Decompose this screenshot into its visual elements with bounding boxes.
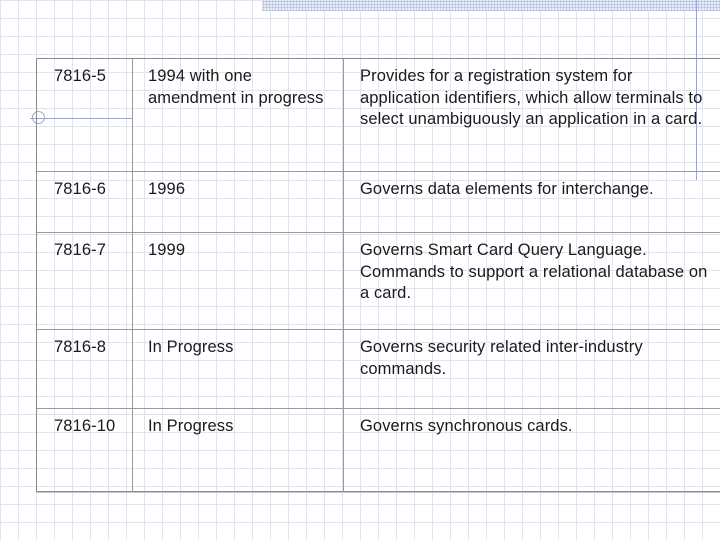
year-cell: 1994 with one amendment in progress [132, 59, 343, 171]
year-cell: 1996 [132, 172, 343, 232]
year-cell: In Progress [132, 330, 343, 408]
header-decoration-band [262, 0, 720, 11]
iso-7816-standards-table [36, 58, 720, 492]
table-row [37, 59, 720, 172]
standard-cell: 7816-8 [54, 338, 106, 356]
table-row [37, 330, 720, 409]
description-cell: Provides for a registration system for application identifiers, which allow terminals to select unambiguously an application in a card. [343, 59, 720, 171]
standard-cell: 7816-5 [54, 67, 106, 85]
description-cell: Governs Smart Card Query Language. Commands to support a relational database on a card. [343, 233, 720, 329]
description-cell: Governs security related inter-industry commands. [343, 330, 720, 408]
description-cell: Governs synchronous cards. [343, 409, 720, 492]
table-row [37, 233, 720, 330]
description-cell: Governs data elements for interchange. [343, 172, 720, 232]
table-row [37, 409, 720, 492]
standard-cell: 7816-10 [54, 417, 116, 435]
table-row [37, 172, 720, 233]
year-cell: 1999 [132, 233, 343, 329]
year-cell: In Progress [132, 409, 343, 492]
standard-cell: 7816-7 [54, 241, 106, 259]
standard-cell: 7816-6 [54, 180, 106, 198]
